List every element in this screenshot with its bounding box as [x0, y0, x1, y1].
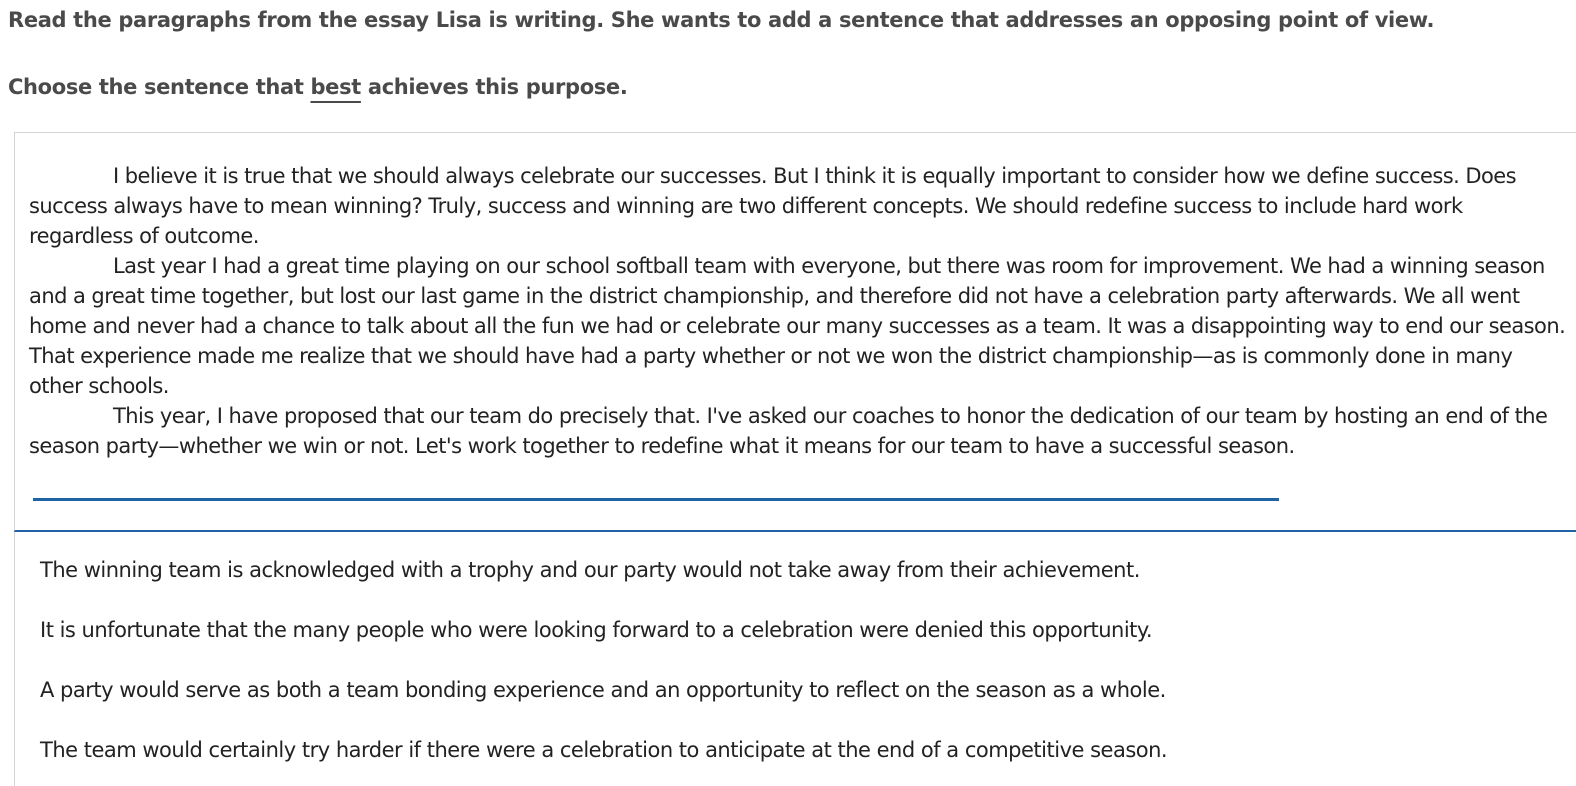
prompt-text-after: achieves this purpose.: [360, 75, 628, 99]
question-instruction: Read the paragraphs from the essay Lisa is writing. She wants to add a sentence that addresses an opposing point of view.: [8, 8, 1435, 32]
answer-blank-line: [33, 498, 1279, 501]
prompt-text-before: Choose the sentence that: [8, 75, 311, 99]
question-prompt: [8, 75, 627, 99]
answer-choice-4[interactable]: The team would certainly try harder if there were a celebration to anticipate at the end of a competitive season.: [40, 738, 1168, 762]
answer-choices: [14, 532, 1576, 786]
answer-choice-1[interactable]: The winning team is acknowledged with a trophy and our party would not take away from their achievement.: [40, 558, 1140, 582]
answer-choice-2[interactable]: It is unfortunate that the many people who were looking forward to a celebration were denied this opportunity.: [40, 618, 1153, 642]
prompt-emphasis-best: best: [310, 75, 361, 99]
passage-paragraph-2: Last year I had a great time playing on our school softball team with everyone, but there was room for improvement. We had a winning season and a great time together, but lost our last game in the district championship, and therefore did not have a celebration party afterwards. We all went home and never had a chance to talk about all the fun we had or celebrate our many successes as a team. It was a disappointing way to end our season. That experience made me realize that we should have had a party whether or not we won the district championship—as is commonly done in many other schools.: [29, 254, 1566, 398]
essay-passage: [14, 132, 1576, 532]
answer-choice-3[interactable]: A party would serve as both a team bonding experience and an opportunity to reflect on the season as a whole.: [40, 678, 1166, 702]
passage-paragraph-3: This year, I have proposed that our team do precisely that. I've asked our coaches to honor the dedication of our team by hosting an end of the season party—whether we win or not. Let's work together to redefine what it means for our team to have a successful season.: [29, 404, 1548, 458]
passage-paragraph-1: I believe it is true that we should always celebrate our successes. But I think it is equally important to consider how we define success. Does success always have to mean winning? Truly, success and winning are two different concepts. We should redefine success to include hard work regardless of outcome.: [29, 164, 1517, 248]
